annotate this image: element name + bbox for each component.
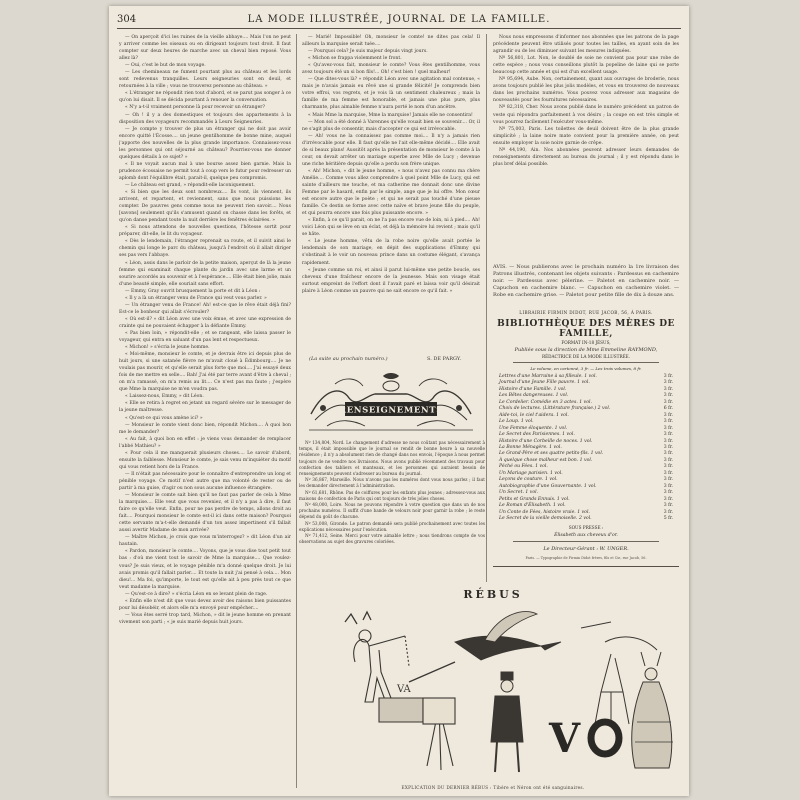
book-title: Aide-toi, le ciel t'aidera. 1 vol. [499,412,569,418]
book-price: 3 fr. [663,425,673,431]
book-title: Le Loup. 1 vol. [499,419,534,425]
rebus-letters-vo [548,715,619,762]
book-price: 3 fr. [663,496,673,502]
ad-role: RÉDACTRICE DE LA MODE ILLUSTRÉE. [541,354,631,359]
ad-divider [513,362,659,363]
renseignement-paragraph: Nº 95,694, Aube. Non, certainement, quant aux ouvrages de broderie, nous avons toujours publié les plus jolis modèles, et vous en trouverez de nouveaux dans les prochains numéros. Vous pouvez vous adresser aux magasins de nouveautés pour les fournitures nécessaires. [493,77,679,104]
story-paragraph: — Marié! Impossible! Oh, monsieur le comte! ne dites pas cela! Il ailleurs la marquise serait tuée.... [302,35,480,48]
book-price: 3 fr. [663,490,673,496]
rebus-title: RÉBUS [463,588,523,601]
renseignement-paragraph: Nº 36,867, Marseille. Nous n'avons pas les numéros dont vous nous parlez ; il faut les demander directement à l'administration. [299,477,485,489]
book-title: La Bonne Ménagère. 1 vol. [499,444,562,450]
story-paragraph: — Vous êtes serré trop tard, Michon, » dit le jeune homme en prenant vivement son parti ; « je suis marié depuis huit jours. [119,612,291,625]
renseignement-paragraph: Nº 53,008, Gironde. Le patron demandé sera publié prochainement avec toutes les explications nécessaires pour l'exécution. [299,520,485,532]
story-paragraph: — Oui, c'est le but de mon voyage. [125,63,206,69]
story-paragraph: « Michon se frappa violemment le front. [308,56,402,62]
book-title: Les Bêtes dangereuses. 1 vol. [499,393,569,399]
ad-title: BIBLIOTHÈQUE DES MÈRES DE FAMILLE, [497,319,675,339]
story-paragraph: — Ah! vous ne la connaissez pas comme moi.... Il n'y a jamais rien d'irrévocable pour elle. Il faut qu'elle ne l'ait elle-même décidé.... Elle avait de si beaux plans! Aussitôt après la présentation de monsieur le comte à la cour, on devait arrêter un mariage superbe avec Mlle de Lucy ; devenue une riche héritière depuis qu'elle a perdu son frère unique. [302,133,480,167]
renseignement-paragraph: Nous nous empressons d'informer nos abonnées que les patrons de la page précédente peuvent être utilisés pour toutes les tailles, en ayant soin de les agrandir ou de les diminuer suivant les mesures indiquées. [493,35,679,55]
story-paragraph: « Au fait, à quoi bon en effet : je viens vous demander de remplacer l'abbé Mathieu? » [119,436,291,449]
journal-title: LA MODE ILLUSTRÉE, JOURNAL DE LA FAMILLE. [247,14,551,25]
book-price: 3 fr. [663,509,673,515]
story-paragraph: — Que dites-vous là? » répondit Léon avec une agitation mal contenue, « mais je n'avais jamais eu rêvé une si grande félicité! Je comprends bien votre effroi, vos regrets, et je vois là un sentiment chaleureux ; mais la famille de ma femme est honorable, et jamais une plus pure, plus charmante, plus aimable femme n'aura porté le nom d'un ancêtre. [302,77,480,111]
story-paragraph: « Laissez-nous, Emmy, » dit Léon. [125,394,204,400]
rebus-figure-bird [455,612,561,660]
book-title: Un Secret. 1 vol. [499,490,539,496]
story-paragraph: « Jeune comme un roi, et ainsi il parut lui-même une petite boucle, ses cheveux d'une fraîcheur encore de la jeunesse. Mais son visage était surtout empreint de l'effort dont il l'avait paré et laissa voir qu'il désirait plaire à Léon comme un pauvre qui ne sait encore ce qu'il fait. » [302,267,480,294]
book-title: Une Femme éloquente. 1 vol. [499,425,568,431]
book-price: 3 fr. [663,451,673,457]
book-list-item [499,516,673,522]
author-signature: S. DE PARGY. [427,356,462,362]
book-title: Le Secret des Parisiennes. 1 vol. [499,432,575,438]
book-price: 3 fr. [663,399,673,405]
book-price: 3 fr. [663,412,673,418]
book-title: Le Secret de la vieille demoiselle. 2 vol. [499,515,592,521]
book-title: Un Mariage parisien. 1 vol. [499,470,563,476]
book-price: 3 fr. [663,477,673,483]
ad-published: Publiée sous la direction de Mme Emmeline RAYMOND, [514,347,658,353]
book-price: 3 fr. [663,464,673,470]
director-signature: Le Directeur-Gérant : W. UNGER. [543,546,629,553]
story-paragraph: « L'étranger ne répondit rien tout d'abord, et se parut pas songer à ce qu'on lui disait. Il se décida pourtant à renouer la conversation. [119,91,291,104]
book-title: Histoire d'une Famille. 1 vol. [499,386,567,392]
story-paragraph: — Le château est grand, » répondit-elle laconiquement. [125,182,255,188]
book-title: Histoire d'une Corbeille de noces. 1 vol. [499,438,593,444]
renseignement-paragraph: Nº 71,412, Seine. Merci pour votre aimable lettre ; nous tiendrons compte de vos observations au sujet des gravures coloriées. [299,533,485,545]
book-title: Journal d'une Jeune Fille pauvre. 1 vol. [499,380,590,386]
rebus-caption: EXPLICATION DU DERNIER RÉBUS : Tibère et Néron ont été sanguinaires. [401,785,585,790]
story-paragraph: « N'y a-t-il vraiment personne là pour recevoir un étranger? [125,105,265,111]
library-advertisement [493,310,679,567]
story-paragraph: « Si bien que les deux sont nombreux.... Ils vont, ils viennent, ils arrivent, et repartent, et reviennent, sans que nous puissions les compter. De pauvres gens comme nous ne peuvent rien savoir.... Nous [savons] seulement qu'ils s'amusent quand on chasse dans les forêts, et qu'on danse pendant toute la nuit derrière les fenêtres éclairées. » [119,190,291,224]
book-title: Le Grand-Père et ses quatre petits-fils. 1 vol. [499,451,604,457]
book-title: Le Roman d'Élisabeth. 1 vol. [499,503,566,509]
story-paragraph: « Le jeune homme, vêtu de la robe noire qu'elle avait portée le lendemain de son mariage, en dépit des supplications d'Emmy qui s'obstinait à le voir un nouveau prince dans un costume élégant, s'avança rapidement. [302,239,480,266]
renseignements-column [299,440,485,580]
book-title: Choix de lectures. (Littérature française.) 2 vol. [499,406,611,412]
story-paragraph: — Oh ! il y a des domestiques et toujours des appartements à la disposition des voyageurs recommandés à Leurs Seigneuries. [119,112,291,125]
book-title: Autobiographie d'une Gouvernante. 1 vol. [499,483,597,489]
renseignements-column-right [493,34,679,252]
ad-bottom-rule [493,566,679,567]
renseignement-paragraph: Nº 134,804, Nord. Le changement d'adresse ne nous coûtant pas nécessairement à temps, il était impossible que le journal se rendit de bonne heure à sa nouvelle résidence ; il n'y a absolument rien de changé dans nos envois, l'époque à nous permet toujours de ne vendre nos livraisons. Nous avons publié récemment des travaux pour confection des tabliers et manteaux, et les personnes qui auraient besoin de renseignements peuvent s'adresser au bureau du journal. [299,440,485,477]
renseignements-banner [305,370,477,438]
story-paragraph: « Enfin elle n'est dit que vous devez avoir des raisons bien puissantes pour lui désobéir, et alors elle m'a envoyé pour empêcher.... [119,598,291,611]
story-paragraph: « Dès le lendemain, l'étranger reprenait sa route, et il suivit ainsi le chemin qui longe le parc du château, jusqu'à l'endroit où il allait diriger ses pas vers l'abbaye. [119,239,291,259]
story-paragraph: — Qu'est-ce à dire? » s'écria Léon en se levant plein de rage. [125,591,268,597]
story-paragraph: « Il ne voyait aucun mal à une bourse assez bien garnie. Mais la prudence écossaise ne permit tout à coup vers le futur pour redresser un aplomb dont l'équilibre était, parait-il, quelque peu compromis. [119,161,291,181]
ad-format: FORMAT IN-18 JÉSUS, [561,340,611,345]
newspaper-page [109,6,689,796]
story-paragraph: — Monsieur le comte sait bien qu'il ne faut pas parler de cela à Mme la marquise.... Elle veut que vous reveniez, et il n'y a pas à dire, il faut faire ce qu'elle veut. Enfin, pour ne pas perdre de temps, allons droit au fait.... Pourquoi monsieur le comte est-il ici dans cette maison? Pourquoi cette servante m'a-t-elle demandé d'un ton assez impertinent s'il fallait aussi avertir Madame de mon arrivée? [119,493,291,534]
story-paragraph: — Maître Michon, je crois que vous m'interrogez? » dit Léon d'un air hautain. [119,535,291,548]
ad-address: LIBRAIRIE FIRMIN DIDOT, RUE JACOB, 56, À PARIS. [519,310,653,315]
book-title: Petits et Grands Ennuis. 1 vol. [499,496,570,502]
book-title: Leçons de couture. 1 vol. [499,477,558,483]
renseignement-paragraph: Nº 75,003, Paris. Les toilettes de deuil doivent être de la plus grande simplicité ; la laine noire mate convient pour la première année, on peut ensuite employer la soie noire garnie de crêpe. [493,126,679,146]
story-paragraph: « Léon, assis dans le parloir de la petite maison, aperçut de là la jeune femme qui examinait chaque plante du jardin avec une larme et un sourire accordés au souvenir et à l'espérance.... Elle était bien jolie, mais d'une beauté simple, elle souriait sans effort. [119,260,291,287]
story-paragraph: « Pour cela il me manquerait plusieurs choses.... Le savoir d'abord, ensuite la faiblesse. Monsieur le comte, je sais venu m'inquiéter du motif qui vous retient hors de la France. [119,450,291,470]
ad-divider-2 [513,541,659,542]
upcoming-book: Élisabeth aux cheveux d'or. [554,533,618,539]
rebus-figure-gentleman [491,672,523,772]
story-column-left [119,34,291,788]
renseignement-paragraph: Nº 82,318, Cher. Nous avons publié dans le numéro précédent un patron de veste qui répondra parfaitement à vos désirs ; la coupe en est très simple et vous pourrez facilement l'exécuter vous-même. [493,105,679,125]
rebus-section [305,588,681,790]
column-divider-left [296,34,297,788]
page-number: 304 [117,14,137,25]
renseignement-paragraph: Nº 48,000, Loire. Nous ne pouvons répondre à votre question que dans un de nos prochains numéros. Il suffit d'une bande de velours noir pour garnir la robe ; le reste dépend du goût de chacune. [299,502,485,520]
book-price: 3 fr. [663,444,673,450]
under-press-label: SOUS PRESSE : [568,525,604,531]
book-price: 6 fr. [663,406,673,412]
book-price: 3 fr. [663,483,673,489]
book-price: 5 fr. [663,515,673,521]
renseignement-paragraph: Nº 61,681, Rhône. Pas de coiffures pour les enfants plus jeunes ; adressez-vous aux maisons de confection de Paris qui ont toujours de très jolies choses. [299,489,485,501]
book-price: 3 fr. [663,470,673,476]
printer-line: Paris. — Typographie de Firmin Didot frères, fils et Cie, rue Jacob, 56. [525,556,647,561]
renseignement-paragraph: Nº 44,190, Ain. Nos abonnées peuvent adresser leurs demandes de renseignements directement au bureau du journal ; il y est répondu dans le plus bref délai possible. [493,147,679,167]
svg-text:VA: VA [397,684,411,695]
story-paragraph: « Moi-même, monsieur le comte, et je devrais être ici depuis plus de huit jours, si une satanée fièvre ne m'avait cloué à Édimbourg.... Je ne voulais pas mourir, et qu'elle serait plus forte que moi.... J'ai essayé deux fois de me mettre en selle.... Bah! J'ai été par terre avant d'être à cheval ; on m'a ramassé, on m'a remis au lit.... Ce n'est pas ma faute ; j'espère que Mme la marquise ne m'en voudra pas. [119,352,291,393]
book-title: Un Conte de Fées, histoire vraie. 1 vol. [499,509,590,515]
book-title: Péché ou Fées. 1 vol. [499,464,548,470]
banner-title: RENSEIGNEMENTS [339,405,443,416]
book-title: Lettres d'une Marraine à sa filleule. 1 vol. [499,374,597,379]
story-paragraph: « Elle se retira à regret en jetant un regard sévère sur le messager de la jeune maîtresse. [119,401,291,414]
story-paragraph: — Il n'était pas nécessaire pour le connaître d'entreprendre un long et pénible voyage. Ce motif n'est autre que ma volonté de rester ou de partir à ma guise, d'agir ou non sous aucune influence étrangère. [119,471,291,491]
story-paragraph: « Où est-il? » dit Léon avec une voix émue, et avec une expression de crainte qui ne pouvaient échapper à la défiante Emmy. [119,316,291,329]
story-paragraph: « Ah! Michon, » dit le jeune homme, « nous n'avez pas connu ma chère Amélie.... Comme vous allez comprendre à quel point Mlle de Lucy, qui est sainte d'ailleurs me touche, et ma catherine me donnait donc une divine Femme par le hasard, enfin par le simple, ange que je lui offre. Mon cœur est encore autre que le poète ; et qui ne serait pas touché d'une pieuse famille. Ce destin se forme avec cette naïve et brave jeune fille du peuple, et qui pourra encore une fois plus puissante encore. » [302,168,480,217]
story-column-middle [302,34,480,352]
story-paragraph: « Qu'avez-vous fait, monsieur le comte? Vous êtes gentilhomme, vous avez toujours été un si bon fils!... Oh! c'est bien ! quel malheur! [302,63,480,76]
story-paragraph: « Pardon, monsieur le comte.... Voyons, que je vous dise tout petit tout bas : d'où me vient tout le savoir de Mme la marquise.... Que voulez-vous? Je suis vieux, et le voyage pénible m'a donné quelque droit. Je lui avais promis qu'il fallait parler.... Et toute la nuit j'ai pensé à cela.... Mon dieu!... Ma foi, qu'importe, le tout est qu'elle ait à peu près tout ce que veut madame la marquise. [119,549,291,590]
book-title: À quelque chose malheur est bon. 1 vol. [499,457,593,463]
story-paragraph: — Un étranger venu de France! Ah! est-ce que le rêve était déjà fini? Est-ce le bonheur qui allait s'écrouler? [119,302,291,315]
rebus-illustration [305,602,681,778]
story-paragraph: « Michon! » s'écria le jeune homme. [125,345,210,351]
story-paragraph: « Enfin, à ce qu'il parait, on ne l'a pas encore vue de loin, ni à pied.... Ah! voici Léon qui se lève en un éclat, et déjà la mémoire lui revient ; mais qu'il se hâte. [302,218,480,238]
story-paragraph: « Si nous attendons de nouvelles questions, l'hôtesse sortit pour préparer, dit-elle, le lit du voyageur. [119,225,291,238]
rebus-figure-fisherman [345,612,423,722]
avis-notice: AVIS. — Nous publierons avec le prochain numéro la 1re livraison des Patrons illustrés, contenant les objets suivants : Pardessus en cachemire noir. — Pardessus avec pèlerine. — Paletot en cachemire noir. — Capuchon en cachemire blanc. — Capuchon en cachemire violet. — Robe en cachemire grise. — Paletot pour petite fille de dix à douze ans. [493,264,679,298]
story-paragraph: — Pourquoi cela? Je suis majeur depuis vingt jours. [308,49,428,55]
ad-pricing-note: Le volume, en cartonné, 3 fr. — Les trois volumes, 8 fr. [530,366,642,371]
book-price: 3 fr. [663,393,673,399]
story-paragraph: — Emmy, Gray ouvrit brusquement la porte et dit à Léon : [125,288,261,294]
book-price: 3 fr. [663,386,673,392]
column-divider-right [486,34,487,582]
story-paragraph: — Mon sol a été donné à Varennes qu'elle vouait bien se souvenir.... Or, il ne s'agit plus de consentir, mais d'accepter ce qui est irrévocable. [302,119,480,132]
book-list [493,374,679,522]
book-price: 3 fr. [663,380,673,386]
to-be-continued-note: (La suite au prochain numéro.) [309,356,388,362]
page-header [117,12,681,29]
story-paragraph: — Monsieur le comte vient donc bien, répondit Michon.... À quoi bon me le demander? [119,422,291,435]
rebus-figure-lady [632,652,673,768]
book-title: Le Cordelier. Comédie en 3 actes. 1 vol. [499,399,592,405]
book-price: 3 fr. [663,419,673,425]
book-price: 3 fr. [663,503,673,509]
svg-text:V: V [549,715,581,762]
renseignement-paragraph: Nº 56,801, Lot. Non, le doublé de soie ne convient pas pour une robe de cette espèce ; nous vous conseillons plutôt la popeline de laine qui se porte beaucoup cette année et qui est d'un excellent usage. [493,56,679,76]
book-price: 3 fr. [663,374,673,379]
story-paragraph: « Mais Mme la marquise, Mme la marquise! Jamais elle ne consentira! [308,112,473,118]
book-price: 3 fr. [663,432,673,438]
book-price: 3 fr. [663,438,673,444]
story-paragraph: — On aperçoit d'ici les ruines de la vieille abbaye.... Mais l'on ne peut y arriver comme les oiseaux ou en dirigeant toujours tout droit. Il faut compter sur deux heures de marche avec un cheval bien reposé. Vous allez là? [119,35,291,62]
story-paragraph: « Qu'est-ce qui vous amène ici? » [125,415,203,421]
story-paragraph: — Je compte y trouver de plus un étranger qui ne doit pas avoir encore quitté l'Écosse.... un jeune gentilhomme de bonne mine, auquel j'apporte des nouvelles de la plus grande importance. Connaissez-vous les personnes qui ont séjourné au château? Pourriez-vous me donner quelques détails à ce sujet? » [119,126,291,160]
book-price: 3 fr. [663,457,673,463]
story-paragraph: — Les chemineaux ne fument pourtant plus au château et les lords sont redevenus tranquilles. Leurs seigneuries sont en deuil, et retournées à la ville ; vous ne trouverez personne au château. » [119,70,291,90]
story-paragraph: « Pas bien loin, » répondit-elle ; et se rangeant, elle laissa passer le voyageur, qui entra en saluant d'un pas lent et respectueux. [119,330,291,344]
story-paragraph: « Il y a là un étranger venu de France qui veut vous parler. » [125,295,267,301]
